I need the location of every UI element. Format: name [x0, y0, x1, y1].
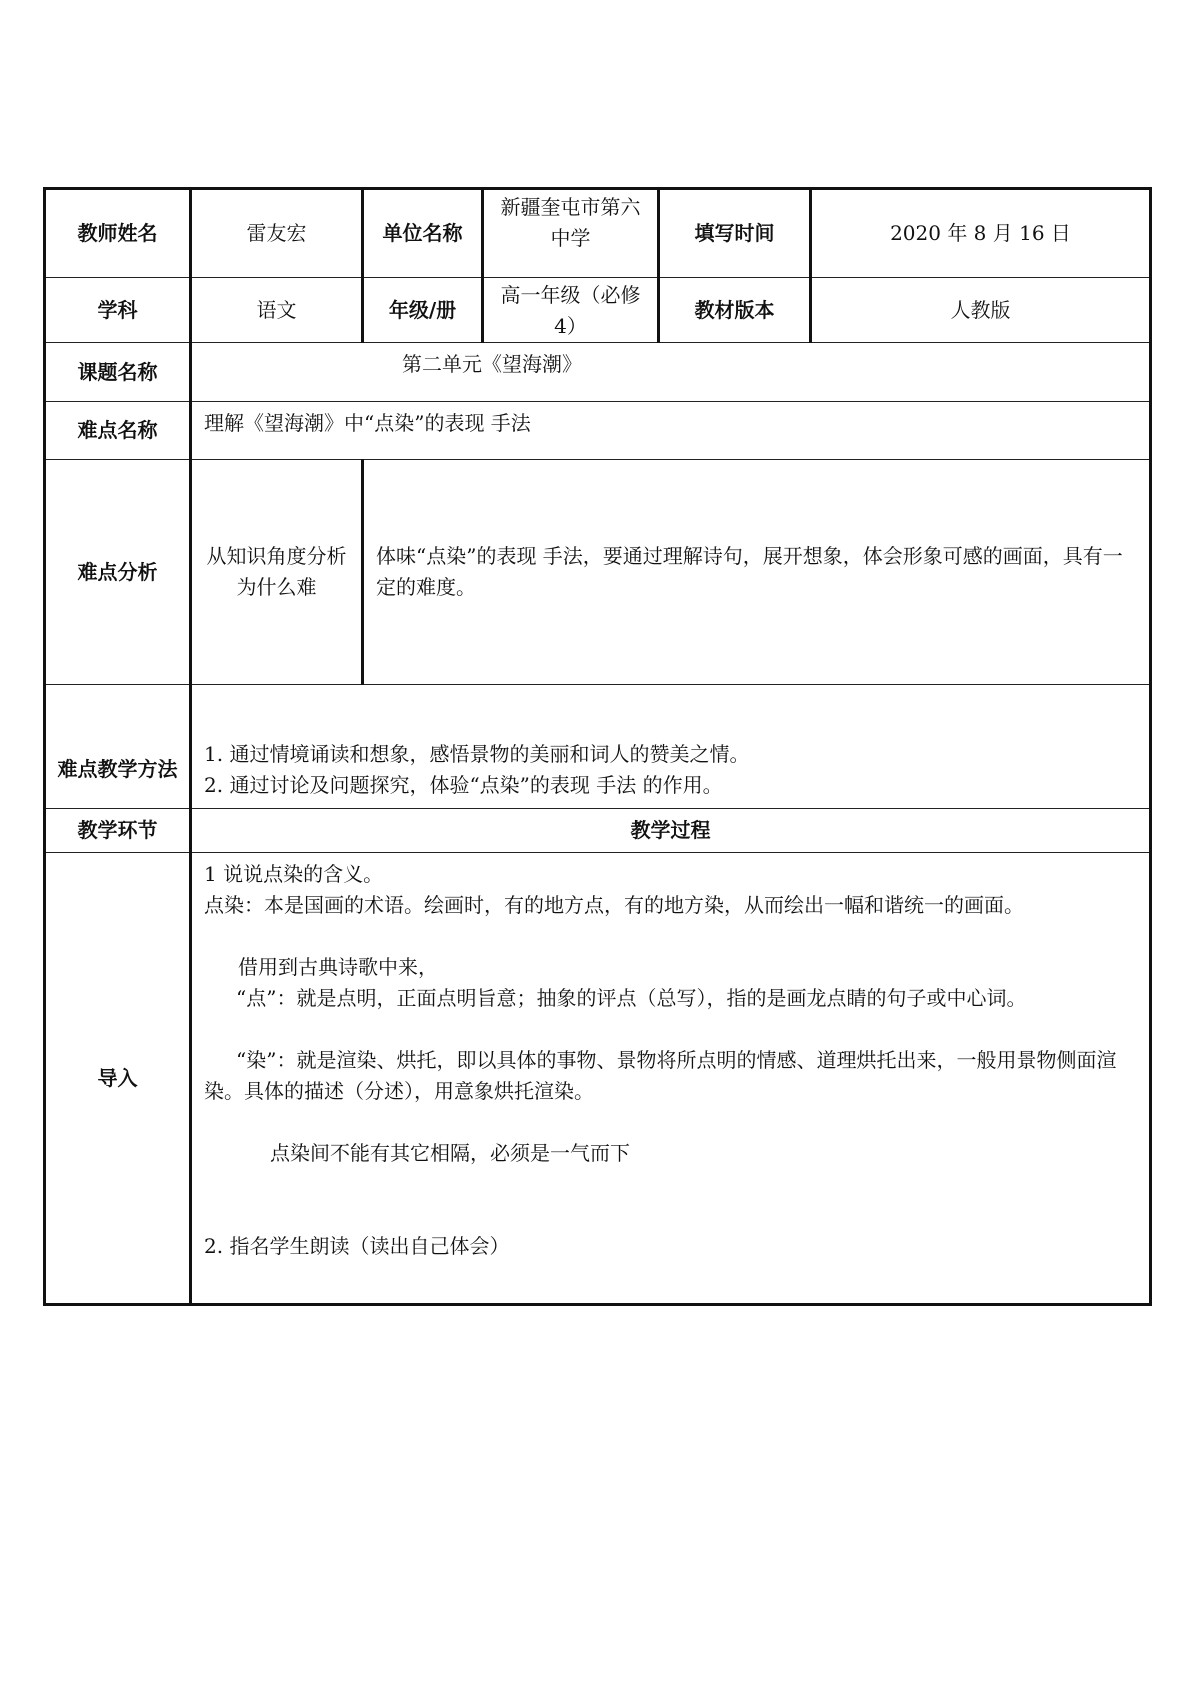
method-line-2: 2. 通过讨论及问题探究，体验“点染”的表现 手法 的作用。	[204, 772, 723, 797]
lesson-title-value	[191, 343, 1151, 402]
lesson-title-label: 课题名称	[45, 343, 191, 402]
subject-value: 语文	[191, 278, 363, 343]
textbook-value: 人教版	[811, 278, 1151, 343]
intro-line-2: 点染：本是国画的术语。绘画时，有的地方点，有的地方染，从而绘出一幅和谐统一的画面。	[204, 893, 1024, 917]
spacer	[204, 1107, 1139, 1138]
header-row-1	[45, 189, 1151, 278]
fill-time-value: 2020 年 8 月 16 日	[811, 189, 1151, 278]
process-header-row	[45, 809, 1151, 853]
spacer	[204, 1169, 1139, 1200]
unit-label: 单位名称	[363, 189, 483, 278]
intro-line-4: “点”：就是点明，正面点明旨意；抽象的评点（总写），指的是画龙点睛的句子或中心词。	[236, 986, 1027, 1010]
lesson-plan-table	[43, 187, 1152, 1306]
grade-value: 高一年级（必修4）	[483, 278, 659, 343]
header-row-2	[45, 278, 1151, 343]
intro-line-6: 点染间不能有其它相隔，必须是一气而下	[270, 1141, 630, 1165]
difficulty-label: 难点名称	[45, 402, 191, 460]
analysis-label: 难点分析	[45, 460, 191, 685]
analysis-row	[45, 460, 1151, 685]
intro-row	[45, 853, 1151, 1305]
method-row	[45, 685, 1151, 809]
method-label: 难点教学方法	[45, 685, 191, 809]
spacer	[204, 1200, 1139, 1231]
intro-line-7: 2. 指名学生朗读（读出自己体会）	[204, 1234, 510, 1258]
fill-time-label: 填写时间	[659, 189, 811, 278]
subject-label: 学科	[45, 278, 191, 343]
method-line-1: 1. 通过情境诵读和想象，感悟景物的美丽和词人的赞美之情。	[204, 741, 750, 766]
grade-label: 年级/册	[363, 278, 483, 343]
intro-line-3: 借用到古典诗歌中来，	[238, 955, 438, 979]
teacher-value: 雷友宏	[191, 189, 363, 278]
spacer	[204, 921, 1139, 952]
teacher-label: 教师姓名	[45, 189, 191, 278]
intro-line-1: 1 说说点染的含义。	[204, 862, 384, 886]
intro-content	[191, 853, 1151, 1305]
intro-line-5: “染”：就是渲染、烘托，即以具体的事物、景物将所点明的情感、道理烘托出来，一般用景物侧面渲染。具体的描述（分述），用意象烘托渲染。	[204, 1048, 1117, 1103]
method-cell	[191, 685, 1151, 809]
lesson-title-text: 第二单元《望海潮》	[402, 352, 582, 376]
textbook-label: 教材版本	[659, 278, 811, 343]
analysis-sub-label: 从知识角度分析为什么难	[191, 460, 363, 685]
analysis-text: 体味“点染”的表现 手法，要通过理解诗句，展开想象，体会形象可感的画面，具有一定的难度。	[363, 460, 1151, 685]
spacer	[204, 1014, 1139, 1045]
stage-header: 教学环节	[45, 809, 191, 853]
difficulty-row	[45, 402, 1151, 460]
process-header: 教学过程	[191, 809, 1151, 853]
unit-value: 新疆奎屯市第六中学	[483, 189, 659, 278]
difficulty-value: 理解《望海潮》中“点染”的表现 手法	[191, 402, 1151, 460]
lesson-plan-form	[43, 187, 1149, 1306]
stage-name: 导入	[45, 853, 191, 1305]
title-row	[45, 343, 1151, 402]
